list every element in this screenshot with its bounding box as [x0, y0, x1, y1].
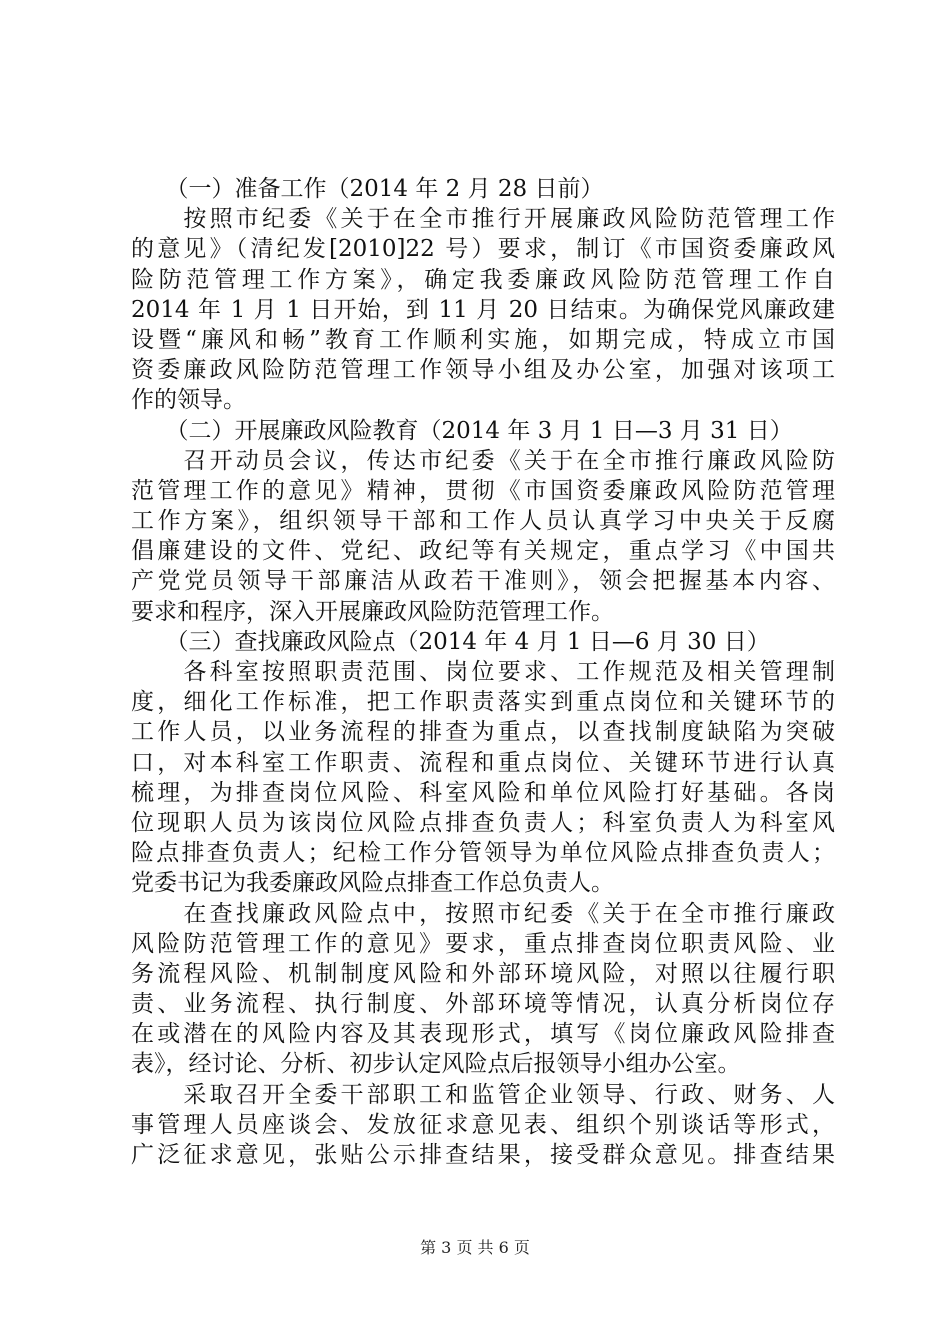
section-heading: （三）查找廉政风险点（2014 年 4 月 1 日—6 月 30 日）: [131, 628, 770, 655]
text-line: 口，对本科室工作职责、流程和重点岗位、关键环节进行认真: [131, 749, 835, 776]
section-heading: （一）准备工作（2014 年 2 月 28 日前）: [131, 176, 604, 202]
text-line: 资委廉政风险防范管理工作领导小组及办公室，加强对该项工: [131, 357, 835, 384]
text-line: 务流程风险、机制制度风险和外部环境风险，对照以往履行职: [131, 960, 835, 987]
text-line: 在查找廉政风险点中，按照市纪委《关于在全市推行廉政: [131, 900, 835, 927]
text-line: 险点排查负责人；纪检工作分管领导为单位风险点排查负责人；: [131, 840, 835, 867]
page-number-footer: 第 3 页 共 6 页: [420, 1238, 530, 1257]
text-line: 采取召开全委干部职工和监管企业领导、行政、财务、人: [131, 1081, 835, 1108]
text-line: 位现职人员为该岗位风险点排查负责人；科室负责人为科室风: [131, 809, 835, 836]
section-heading: （二）开展廉政风险教育（2014 年 3 月 1 日—3 月 31 日）: [131, 417, 793, 444]
text-line: 2014 年 1 月 1 日开始，到 11 月 20 日结束。为确保党风廉政建: [131, 296, 835, 323]
text-line: 责、业务流程、执行制度、外部环境等情况，认真分析岗位存: [131, 991, 835, 1018]
text-line: 度，细化工作标准，把工作职责落实到重点岗位和关键环节的: [131, 689, 835, 716]
text-line: 工作方案》，组织领导干部和工作人员认真学习中央关于反腐: [131, 508, 835, 535]
text-line: 要求和程序，深入开展廉政风险防范管理工作。: [131, 598, 614, 625]
document-body: [131, 174, 835, 1170]
text-line: 风险防范管理工作的意见》要求，重点排查岗位职责风险、业: [131, 930, 835, 957]
text-line: 产党党员领导干部廉洁从政若干准则》，领会把握基本内容、: [131, 568, 835, 595]
text-line: 倡廉建设的文件、党纪、政纪等有关规定，重点学习《中国共: [131, 538, 835, 565]
text-line: 工作人员，以业务流程的排查为重点，以查找制度缺陷为突破: [131, 719, 835, 746]
text-line: 的意见》（清纪发[2010]22 号）要求，制订《市国资委廉政风: [131, 236, 835, 263]
text-line: 作的领导。: [131, 387, 246, 414]
text-line: 设暨“廉风和畅”教育工作顺利实施，如期完成，特成立市国: [131, 326, 835, 353]
text-line: 险防范管理工作方案》，确定我委廉政风险防范管理工作自: [131, 266, 835, 293]
text-line: 各科室按照职责范围、岗位要求、工作规范及相关管理制: [131, 659, 835, 685]
text-line: 召开动员会议，传达市纪委《关于在全市推行廉政风险防: [131, 447, 835, 474]
text-line: 广泛征求意见，张贴公示排查结果，接受群众意见。排查结果: [131, 1142, 835, 1168]
text-line: 事管理人员座谈会、发放征求意见表、组织个别谈话等形式，: [131, 1111, 835, 1138]
text-line: 按照市纪委《关于在全市推行开展廉政风险防范管理工作: [131, 206, 835, 233]
text-line: 在或潜在的风险内容及其表现形式，填写《岗位廉政风险排查: [131, 1021, 835, 1048]
text-line: 表》，经讨论、分析、初步认定风险点后报领导小组办公室。: [131, 1051, 741, 1078]
text-line: 党委书记为我委廉政风险点排查工作总负责人。: [131, 870, 614, 897]
text-line: 范管理工作的意见》精神，贯彻《市国资委廉政风险防范管理: [131, 477, 835, 504]
text-line: 梳理，为排查岗位风险、科室风险和单位风险打好基础。各岗: [131, 779, 835, 806]
